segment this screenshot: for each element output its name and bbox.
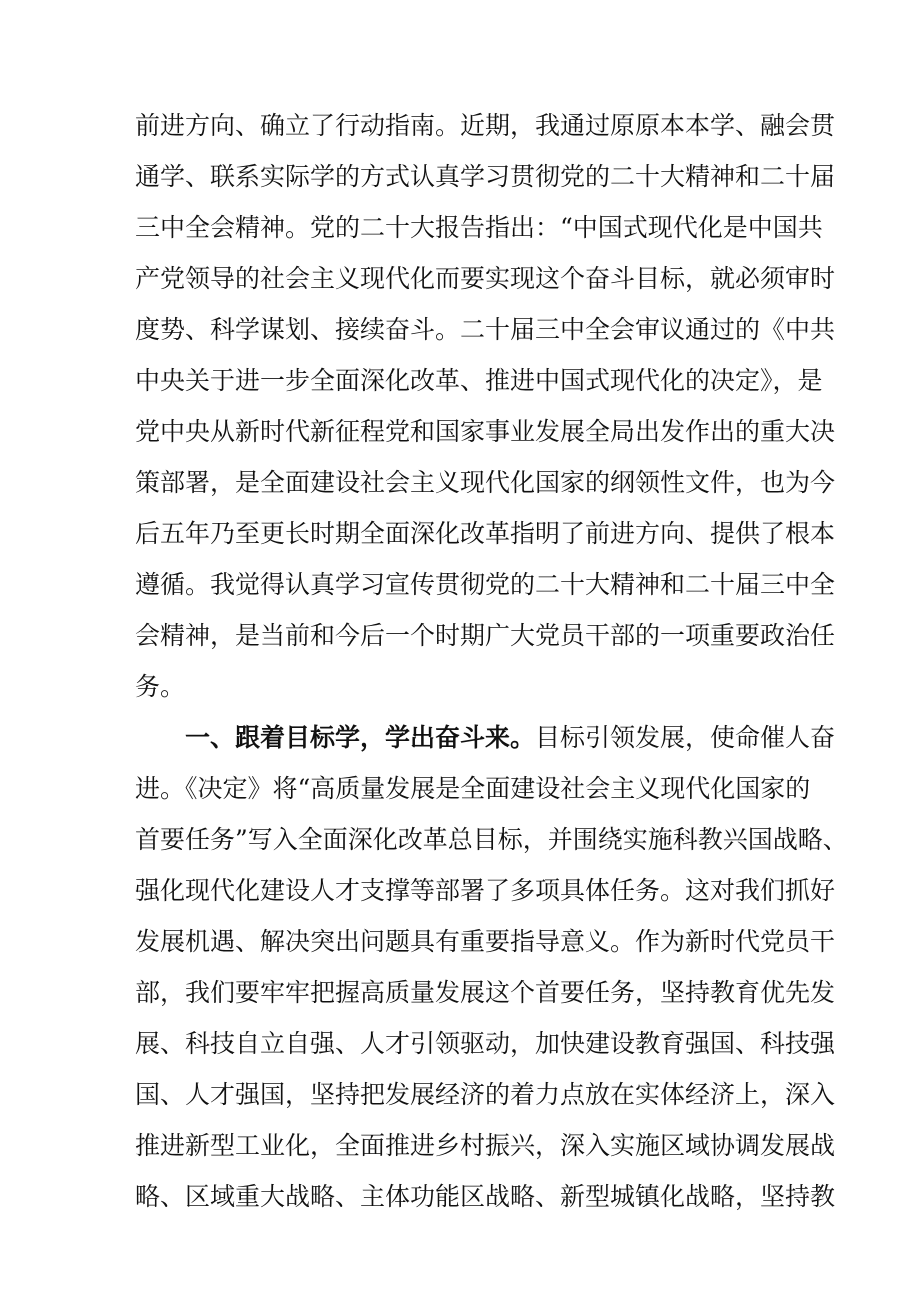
text-line: 前进方向、确立了行动指南。近期，我通过原原本本学、融会贯 bbox=[135, 111, 836, 140]
text-line: 中央关于进一步全面深化改革、推进中国式现代化的决定》，是 bbox=[135, 366, 823, 395]
text-line: 遵循。我觉得认真学习宣传贯彻党的二十大精神和二十届三中全 bbox=[135, 570, 836, 599]
text-line: 首要任务”写入全面深化改革总目标，并围绕实施科教兴国战略、 bbox=[135, 825, 848, 854]
paragraph-first-line bbox=[185, 718, 836, 758]
text-line: 进。《决定》将“高质量发展是全面建设社会主义现代化国家的 bbox=[135, 774, 811, 803]
text-line: 党中央从新时代新征程党和国家事业发展全局出发作出的重大决 bbox=[135, 417, 836, 446]
text-line: 后五年乃至更长时期全面深化改革指明了前进方向、提供了根本 bbox=[135, 519, 836, 548]
text-line: 展、科技自立自强、人才引领驱动，加快建设教育强国、科技强 bbox=[135, 1029, 836, 1058]
text-line: 推进新型工业化，全面推进乡村振兴，深入实施区域协调发展战 bbox=[135, 1131, 836, 1160]
text-line: 策部署，是全面建设社会主义现代化国家的纲领性文件，也为今 bbox=[135, 468, 836, 497]
text-line: 强化现代化建设人才支撑等部署了多项具体任务。这对我们抓好 bbox=[135, 876, 836, 905]
text-line: 略、区域重大战略、主体功能区战略、新型城镇化战略，坚持教 bbox=[135, 1182, 836, 1211]
text-line: 会精神，是当前和今后一个时期广大党员干部的一项重要政治任 bbox=[135, 621, 836, 650]
text-line: 部，我们要牢牢把握高质量发展这个首要任务，坚持教育优先发 bbox=[135, 978, 836, 1007]
section-heading: 一、跟着目标学，学出奋斗来。 bbox=[185, 723, 536, 752]
text-line: 度势、科学谋划、接续奋斗。二十届三中全会审议通过的《中共 bbox=[135, 315, 836, 344]
text-line: 通学、联系实际学的方式认真学习贯彻党的二十大精神和二十届 bbox=[135, 162, 836, 191]
text-line: 务。 bbox=[135, 672, 186, 701]
text-run: 目标引领发展，使命催人奋 bbox=[535, 723, 836, 752]
text-line: 发展机遇、解决突出问题具有重要指导意义。作为新时代党员干 bbox=[135, 927, 836, 956]
text-line: 三中全会精神。党的二十大报告指出：“中国式现代化是中国共 bbox=[135, 213, 823, 242]
text-line: 产党领导的社会主义现代化而要实现这个奋斗目标，就必须审时 bbox=[135, 264, 836, 293]
text-line: 国、人才强国，坚持把发展经济的着力点放在实体经济上，深入 bbox=[135, 1080, 836, 1109]
